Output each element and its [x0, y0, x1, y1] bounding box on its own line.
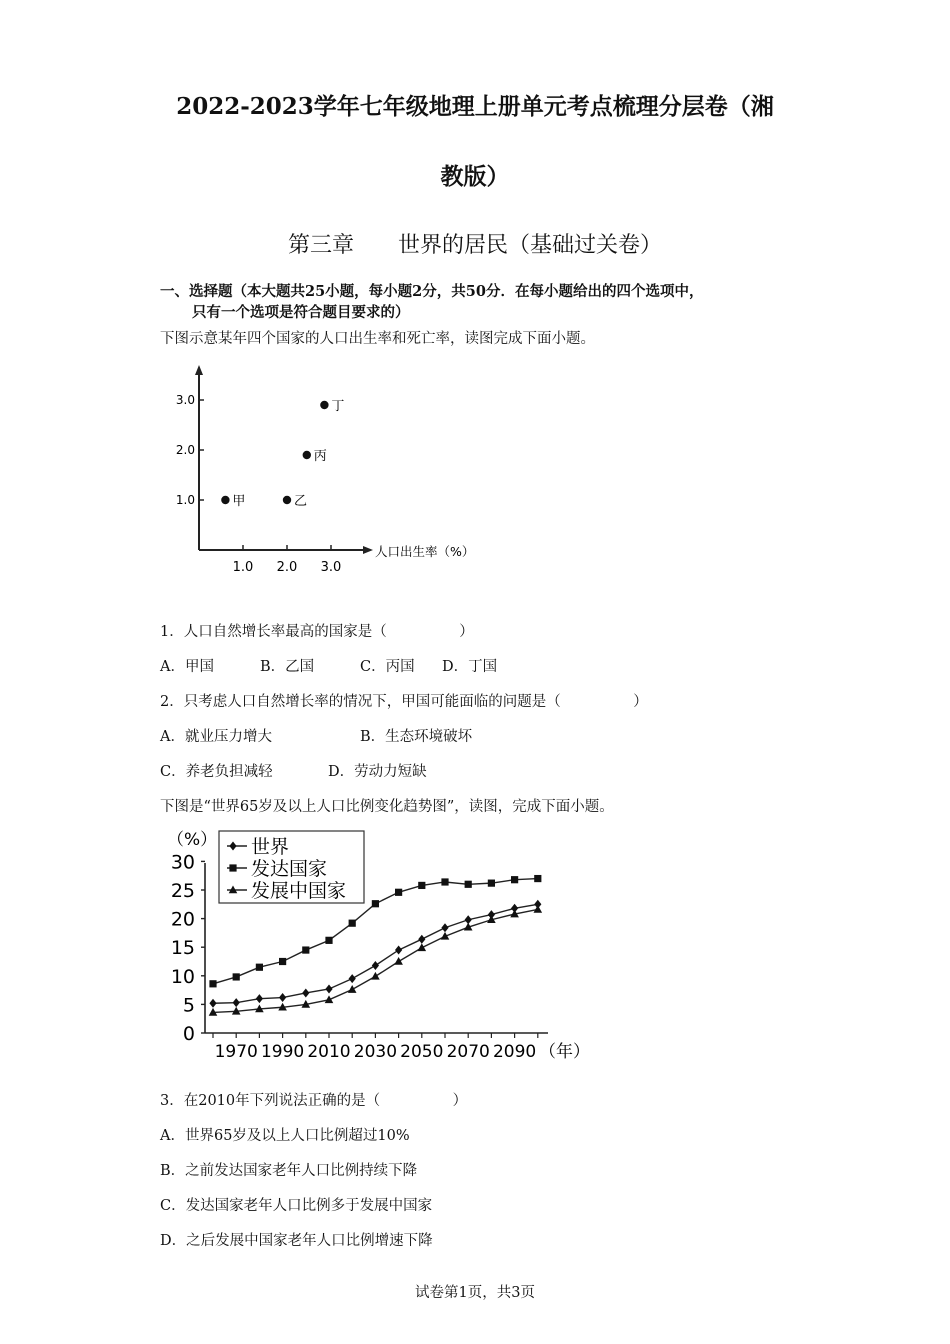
line-y-label: （%） — [167, 830, 218, 850]
line-point — [418, 882, 425, 889]
scatter-x-tick-label: 2.0 — [276, 560, 298, 575]
section-heading — [160, 281, 820, 323]
exam-title-line2: 教版） — [440, 163, 510, 190]
line-point — [302, 988, 309, 997]
line-point — [394, 957, 403, 965]
line-point — [279, 958, 286, 965]
scatter-x-tick-label: 1.0 — [232, 560, 254, 575]
legend-marker — [229, 864, 236, 871]
scatter-point-label: 乙 — [294, 494, 308, 509]
q1-option-b[interactable]: B．乙国 — [260, 659, 315, 675]
intro-text-1: 下图示意某年四个国家的人口出生率和死亡率，读图完成下面小题。 — [160, 331, 595, 347]
line-point — [418, 943, 427, 951]
line-x-tick-label: 2050 — [400, 1042, 444, 1062]
page-footer: 试卷第1页，共3页 — [415, 1285, 535, 1301]
line-point — [349, 974, 356, 983]
line-point — [534, 905, 543, 913]
scatter-chart — [170, 360, 480, 580]
scatter-x-label: 人口出生率（%） — [375, 544, 475, 559]
scatter-point-label: 丁 — [331, 399, 345, 414]
line-point — [256, 994, 263, 1003]
line-point — [395, 889, 402, 896]
line-y-tick-label: 30 — [170, 851, 195, 874]
line-point — [233, 998, 240, 1007]
line-point — [349, 920, 356, 927]
scatter-point-label: 甲 — [232, 494, 246, 509]
line-point — [465, 881, 472, 888]
line-x-tick-label: 1970 — [214, 1042, 258, 1062]
line-point — [395, 946, 402, 955]
legend-label: 世界 — [251, 836, 290, 858]
line-y-tick-label: 0 — [182, 1023, 195, 1045]
line-series-line — [213, 909, 538, 1012]
line-point — [441, 923, 448, 932]
line-point — [488, 880, 495, 887]
section-heading-line2: 只有一个选项是符合题目要求的） — [192, 304, 410, 321]
scatter-point — [320, 401, 328, 409]
line-x-label: （年） — [539, 1042, 590, 1062]
line-point — [534, 875, 541, 882]
line-y-tick-label: 5 — [182, 994, 195, 1017]
q2-options-row1 — [160, 725, 860, 747]
line-point — [348, 985, 357, 993]
q3-option-b[interactable]: B．之前发达国家老年人口比例持续下降 — [160, 1163, 418, 1179]
scatter-y-tick-label: 2.0 — [175, 443, 195, 457]
legend-label: 发达国家 — [251, 858, 328, 880]
scatter-x-tick-label: 3.0 — [320, 560, 342, 575]
q2-option-d[interactable]: D．劳动力短缺 — [328, 764, 427, 780]
line-point — [441, 878, 448, 885]
line-point — [233, 973, 240, 980]
line-point — [371, 972, 380, 980]
line-point — [511, 876, 518, 883]
line-x-tick-label: 2090 — [492, 1042, 537, 1062]
q3-option-a[interactable]: A．世界65岁及以上人口比例超过10% — [160, 1128, 410, 1144]
chapter-title: 第三章 世界的居民（基础过关卷） — [287, 233, 662, 258]
line-point — [209, 980, 216, 987]
line-x-tick-label: 2070 — [446, 1042, 490, 1062]
line-y-tick-label: 25 — [170, 880, 195, 902]
q1-option-c[interactable]: C．丙国 — [360, 659, 415, 675]
scatter-y-arrow — [195, 365, 203, 375]
line-x-tick-label: 2030 — [353, 1042, 398, 1062]
legend-label: 发展中国家 — [251, 880, 347, 902]
line-point — [325, 984, 332, 993]
scatter-point — [283, 496, 291, 504]
line-point — [256, 964, 263, 971]
line-x-tick-label: 2010 — [307, 1042, 351, 1062]
scatter-point — [303, 451, 311, 459]
line-chart — [165, 825, 595, 1070]
line-y-tick-label: 15 — [170, 937, 195, 960]
q1-options — [160, 655, 860, 677]
section-heading-line1: 一、选择题（本大题共25小题，每小题2分，共50分．在每小题给出的四个选项中， — [160, 283, 704, 300]
q3-stem: 3．在2010年下列说法正确的是（ ） — [160, 1093, 468, 1109]
intro-text-2: 下图是“世界65岁及以上人口比例变化趋势图”，读图，完成下面小题。 — [160, 799, 614, 815]
line-point — [302, 946, 309, 953]
scatter-y-tick-label: 1.0 — [175, 493, 195, 507]
q3-option-c[interactable]: C．发达国家老年人口比例多于发展中国家 — [160, 1198, 433, 1214]
line-x-tick-label: 1990 — [260, 1042, 305, 1062]
line-series-line — [213, 904, 538, 1003]
q2-option-a[interactable]: A．就业压力增大 — [160, 729, 272, 745]
q2-stem: 2．只考虑人口自然增长率的情况下，甲国可能面临的问题是（ ） — [160, 694, 648, 710]
q2-options-row2 — [160, 760, 860, 782]
q1-stem: 1．人口自然增长率最高的国家是（ ） — [160, 624, 474, 640]
line-point — [279, 993, 286, 1002]
exam-title-line1: 2022-2023学年七年级地理上册单元考点梳理分层卷（湘 — [176, 93, 774, 120]
line-point — [418, 935, 425, 944]
line-y-tick-label: 10 — [170, 965, 195, 988]
line-point — [372, 961, 379, 970]
line-y-tick-label: 20 — [170, 908, 195, 931]
q1-option-d[interactable]: D．丁国 — [442, 659, 498, 675]
q2-option-c[interactable]: C．养老负担减轻 — [160, 764, 273, 780]
scatter-point-label: 丙 — [313, 449, 327, 464]
q2-option-b[interactable]: B．生态环境破坏 — [360, 729, 473, 745]
line-point — [325, 937, 332, 944]
scatter-x-arrow — [363, 546, 373, 554]
scatter-point — [221, 496, 229, 504]
line-point — [372, 900, 379, 907]
q3-option-d[interactable]: D．之后发展中国家老年人口比例增速下降 — [160, 1233, 433, 1249]
q1-option-a[interactable]: A．甲国 — [160, 659, 214, 675]
line-point — [209, 999, 216, 1008]
scatter-y-tick-label: 3.0 — [175, 393, 195, 407]
